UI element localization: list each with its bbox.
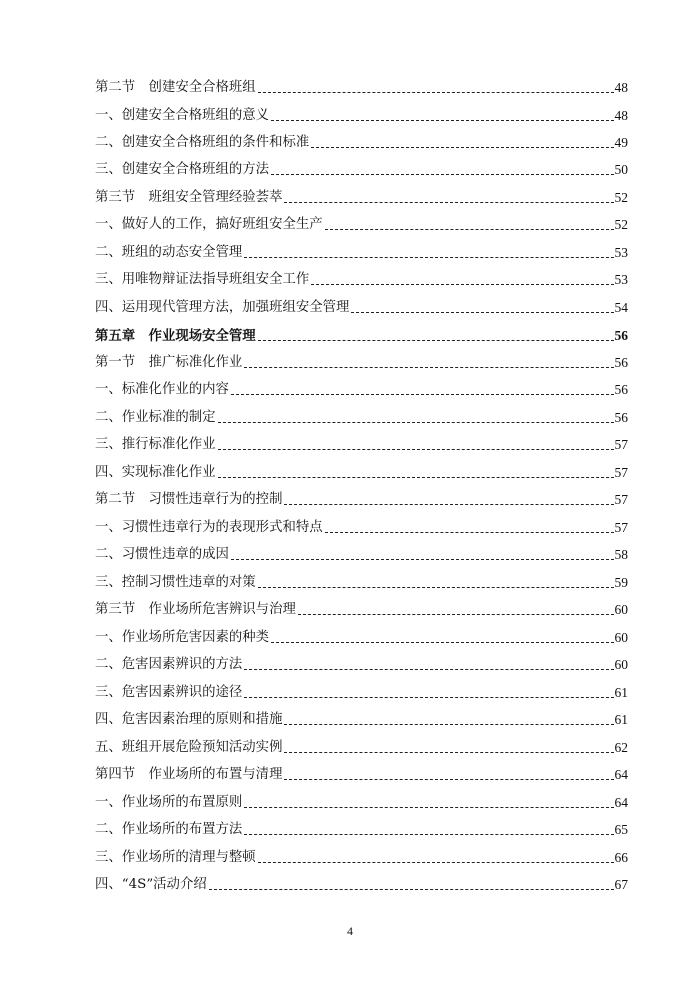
- toc-entry: [95, 516, 628, 538]
- toc-entry-page: 54: [614, 300, 628, 315]
- dot-leader: [244, 697, 613, 698]
- toc-entry-page: 61: [614, 712, 628, 727]
- toc-entry-title: 一、标准化作业的内容: [95, 382, 229, 397]
- toc-entry-page: 57: [614, 492, 628, 507]
- toc-entry-page: 57: [614, 465, 628, 480]
- toc-entry-page: 49: [614, 135, 628, 150]
- dot-leader: [298, 614, 614, 615]
- toc-entry-title: 一、做好人的工作，搞好班组安全生产: [95, 217, 323, 232]
- page-number: 4: [347, 924, 353, 938]
- toc-entry-page: 60: [614, 657, 628, 672]
- dot-leader: [218, 422, 614, 423]
- dot-leader: [284, 724, 613, 725]
- dot-leader: [311, 284, 613, 285]
- dot-leader: [231, 559, 614, 560]
- toc-entry: [95, 488, 628, 510]
- toc-entry: [95, 186, 628, 208]
- toc-entry-page: 67: [614, 877, 628, 892]
- toc-entry: [95, 351, 628, 373]
- toc-entry-title: 第一节 推广标准化作业: [95, 355, 243, 370]
- toc-entry-title: 一、创建安全合格班组的意义: [95, 108, 270, 123]
- toc-entry-title: 四、运用现代管理方法，加强班组安全管理: [95, 300, 350, 315]
- toc-entry-page: 60: [614, 602, 628, 617]
- toc-entry-title: 三、创建安全合格班组的方法: [95, 162, 270, 177]
- dot-leader: [271, 642, 613, 643]
- toc-entry-title: 二、班组的动态安全管理: [95, 245, 243, 260]
- toc-entry: [95, 571, 628, 593]
- toc-entry: [95, 461, 628, 483]
- dot-leader: [284, 779, 613, 780]
- toc-entry-title: 四、危害因素治理的原则和措施: [95, 712, 283, 727]
- toc-entry-page: 53: [614, 245, 628, 260]
- dot-leader: [244, 834, 613, 835]
- toc-entry: [95, 791, 628, 813]
- toc-entry: [95, 213, 628, 235]
- toc-entry: [95, 763, 628, 785]
- toc-entry: [95, 846, 628, 868]
- toc-entry: [95, 131, 628, 153]
- toc-entry-page: 64: [614, 795, 628, 810]
- toc-entry: [95, 158, 628, 180]
- toc-entry-page: 56: [614, 355, 628, 370]
- dot-leader: [258, 587, 614, 588]
- toc-entry: [95, 818, 628, 840]
- toc-entry-title: 第五章 作业现场安全管理: [95, 328, 256, 344]
- toc-entry-page: 65: [614, 822, 628, 837]
- dot-leader: [325, 229, 614, 230]
- toc-entry-page: 48: [614, 108, 628, 123]
- dot-leader: [244, 257, 613, 258]
- dot-leader: [218, 449, 614, 450]
- dot-leader: [258, 340, 614, 341]
- dot-leader: [271, 174, 613, 175]
- toc-entry-title: 五、班组开展危险预知活动实例: [95, 740, 283, 755]
- toc-entry-title: 三、控制习惯性违章的对策: [95, 575, 256, 590]
- toc-entry: [95, 543, 628, 565]
- toc-entry-title: 二、习惯性违章的成因: [95, 547, 229, 562]
- dot-leader: [244, 807, 613, 808]
- toc-entry: [95, 626, 628, 648]
- toc-entry: [95, 268, 628, 290]
- toc-entry-page: 53: [614, 272, 628, 287]
- toc-entry: [95, 104, 628, 126]
- toc-entry-title: 第三节 班组安全管理经验荟萃: [95, 190, 283, 205]
- toc-entry: [95, 241, 628, 263]
- toc-entry-page: 52: [614, 190, 628, 205]
- dot-leader: [325, 532, 614, 533]
- toc-entry: [95, 296, 628, 318]
- toc-entry-page: 56: [614, 410, 628, 425]
- toc-entry-title: 四、实现标准化作业: [95, 465, 216, 480]
- toc-chapter-entry: [95, 324, 628, 346]
- toc-entry-page: 56: [614, 328, 628, 343]
- toc-entry-page: 58: [614, 547, 628, 562]
- toc-entry-page: 57: [614, 520, 628, 535]
- toc-entry: [95, 653, 628, 675]
- toc-entry: [95, 433, 628, 455]
- dot-leader: [231, 394, 614, 395]
- toc-entry-title: 第四节 作业场所的布置与清理: [95, 767, 283, 782]
- dot-leader: [244, 367, 613, 368]
- dot-leader: [284, 202, 613, 203]
- toc-entry-page: 59: [614, 575, 628, 590]
- toc-entry: [95, 736, 628, 758]
- toc-entry: [95, 681, 628, 703]
- dot-leader: [351, 312, 613, 313]
- toc-entry-page: 52: [614, 217, 628, 232]
- toc-entry-page: 61: [614, 685, 628, 700]
- toc-entry-title: 二、危害因素辨识的方法: [95, 657, 243, 672]
- toc-entry-page: 62: [614, 740, 628, 755]
- toc-entry-title: 第三节 作业场所危害辨识与治理: [95, 602, 296, 617]
- dot-leader: [258, 92, 614, 93]
- toc-entry-page: 48: [614, 80, 628, 95]
- toc-entry-page: 50: [614, 162, 628, 177]
- toc-entry-page: 56: [614, 382, 628, 397]
- toc-entry-page: 57: [614, 437, 628, 452]
- toc-entry-title: 二、创建安全合格班组的条件和标准: [95, 135, 310, 150]
- toc-entry: [95, 378, 628, 400]
- toc-entry-page: 64: [614, 767, 628, 782]
- toc-entry-title: 二、作业标准的制定: [95, 410, 216, 425]
- dot-leader: [258, 862, 614, 863]
- toc-entry: [95, 708, 628, 730]
- toc-entry-title: 三、用唯物辩证法指导班组安全工作: [95, 272, 310, 287]
- dot-leader: [284, 504, 613, 505]
- dot-leader: [271, 120, 613, 121]
- toc-entry-title: 二、作业场所的布置方法: [95, 822, 243, 837]
- toc-entry-page: 60: [614, 630, 628, 645]
- toc-entry-title: 一、习惯性违章行为的表现形式和特点: [95, 520, 323, 535]
- toc-entry: [95, 406, 628, 428]
- toc-entry-title: 一、作业场所危害因素的种类: [95, 630, 270, 645]
- dot-leader: [244, 669, 613, 670]
- dot-leader: [218, 477, 614, 478]
- toc-entry-title: 三、作业场所的清理与整顿: [95, 850, 256, 865]
- toc-entry-page: 66: [614, 850, 628, 865]
- toc-entry-title: 四、“4S”活动介绍: [95, 877, 207, 892]
- toc-entry-title: 第二节 习惯性违章行为的控制: [95, 492, 283, 507]
- dot-leader: [311, 147, 613, 148]
- toc-entry-title: 三、危害因素辨识的途径: [95, 685, 243, 700]
- toc-entry: [95, 873, 628, 895]
- dot-leader: [284, 752, 613, 753]
- toc-entry: [95, 598, 628, 620]
- dot-leader: [209, 889, 614, 890]
- toc-entry-title: 三、推行标准化作业: [95, 437, 216, 452]
- toc-entry-title: 第二节 创建安全合格班组: [95, 80, 256, 95]
- toc-entry-title: 一、作业场所的布置原则: [95, 795, 243, 810]
- toc-entry: [95, 76, 628, 98]
